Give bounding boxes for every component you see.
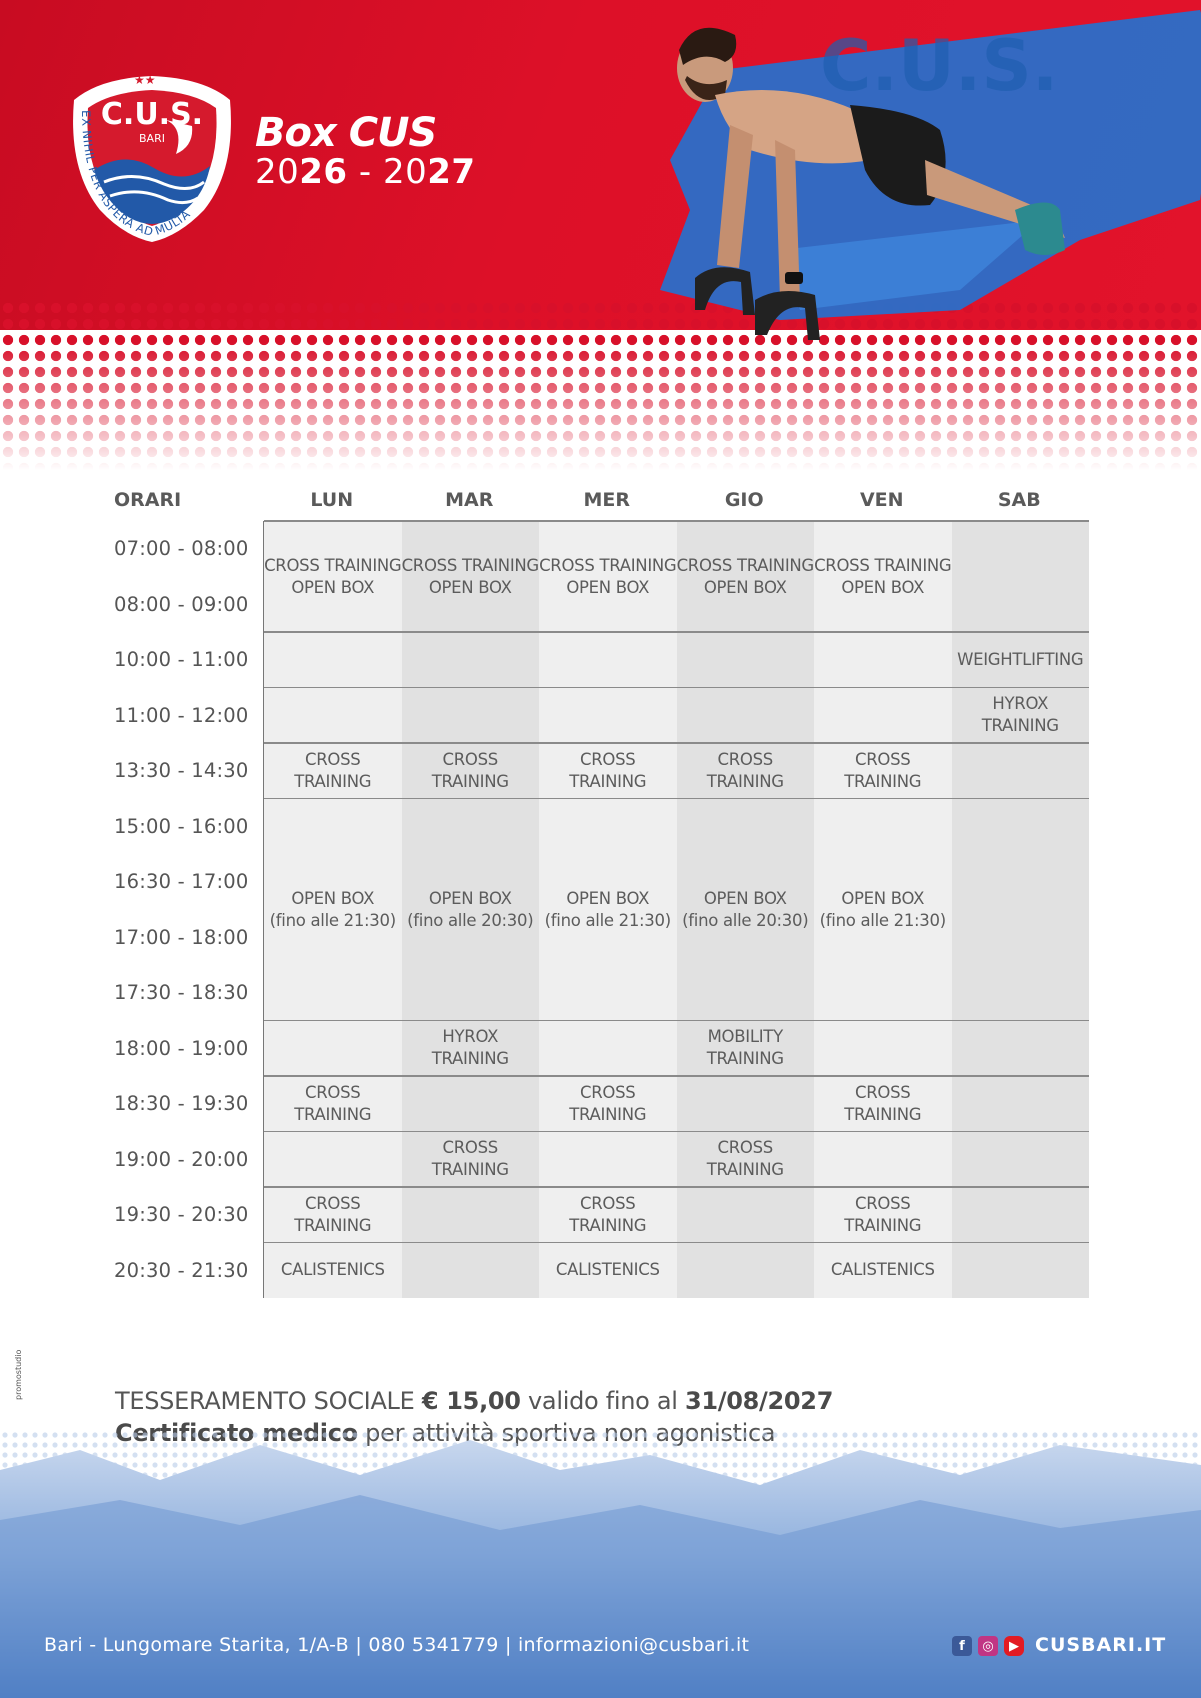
class-cell: CALISTENICS xyxy=(555,1260,660,1280)
youtube-icon[interactable]: ▶ xyxy=(1004,1636,1024,1656)
column-header-lun: LUN xyxy=(310,489,354,511)
class-cell: CROSS TRAINING xyxy=(569,1193,647,1235)
instagram-icon[interactable]: ◎ xyxy=(978,1636,998,1656)
logo-name: C.U.S. xyxy=(100,97,204,132)
logo-motto: EX NIHIL PER ASPERA AD MULTA xyxy=(78,110,194,240)
time-slot-label: 11:00 - 12:00 xyxy=(114,703,249,727)
page-title-block xyxy=(255,112,476,190)
class-cell: OPEN BOX (fino alle 21:30) xyxy=(269,888,396,930)
class-cell: CROSS TRAINING xyxy=(844,1082,922,1124)
column-header-orari: ORARI xyxy=(114,489,182,511)
svg-text:★★: ★★ xyxy=(134,73,156,87)
mountains-graphic xyxy=(0,1430,1201,1698)
time-slot-label: 15:00 - 16:00 xyxy=(114,814,249,838)
class-cell: WEIGHTLIFTING xyxy=(957,649,1084,669)
time-slot-label: 20:30 - 21:30 xyxy=(114,1258,249,1282)
class-cell: CROSS TRAINING OPEN BOX xyxy=(814,555,952,597)
class-cell: CROSS TRAINING xyxy=(431,749,509,791)
athlete-image xyxy=(655,10,1155,370)
class-cell: CROSS TRAINING xyxy=(294,1082,372,1124)
website-link[interactable]: CUSBARI.IT xyxy=(1035,1634,1167,1656)
season-label: 2026 - 2027 xyxy=(255,152,476,192)
hero-banner xyxy=(0,0,1201,470)
svg-text:C.U.S.: C.U.S. xyxy=(820,25,1059,107)
class-cell: CROSS TRAINING OPEN BOX xyxy=(539,555,677,597)
class-cell: CALISTENICS xyxy=(280,1260,385,1280)
class-cell: CROSS TRAINING OPEN BOX xyxy=(264,555,402,597)
class-cell: HYROX TRAINING xyxy=(981,694,1059,736)
schedule-grid xyxy=(263,521,1088,1298)
social-links xyxy=(952,1636,1024,1656)
footer-contact: Bari - Lungomare Starita, 1/A-B | 080 5341779 | informazioni@cusbari.it xyxy=(44,1634,750,1656)
cus-bari-logo xyxy=(64,70,240,246)
time-slot-label: 17:30 - 18:30 xyxy=(114,981,249,1005)
class-cell: CROSS TRAINING xyxy=(844,1193,922,1235)
column-header-ven: VEN xyxy=(859,489,904,511)
designer-credit: promostudio xyxy=(14,1349,23,1400)
time-slot-label: 08:00 - 09:00 xyxy=(114,592,249,616)
class-cell: OPEN BOX (fino alle 20:30) xyxy=(407,888,534,930)
facebook-icon[interactable]: f xyxy=(952,1636,972,1656)
class-cell: CROSS TRAINING xyxy=(569,749,647,791)
class-cell: OPEN BOX (fino alle 21:30) xyxy=(544,888,671,930)
column-header-mer: MER xyxy=(583,489,631,511)
class-cell: CROSS TRAINING OPEN BOX xyxy=(401,555,539,597)
time-slot-label: 17:00 - 18:00 xyxy=(114,925,249,949)
column-header-gio: GIO xyxy=(724,489,764,511)
time-slot-label: 07:00 - 08:00 xyxy=(114,537,249,561)
class-cell: MOBILITY TRAINING xyxy=(706,1027,784,1069)
class-cell: CROSS TRAINING xyxy=(294,1193,372,1235)
class-cell: CROSS TRAINING xyxy=(706,1138,784,1180)
class-cell: CROSS TRAINING OPEN BOX xyxy=(676,555,814,597)
class-cell: CALISTENICS xyxy=(830,1260,935,1280)
time-slot-label: 18:30 - 19:30 xyxy=(114,1092,249,1116)
time-slot-label: 19:00 - 20:00 xyxy=(114,1147,249,1171)
class-cell: OPEN BOX (fino alle 21:30) xyxy=(819,888,946,930)
time-slot-label: 18:00 - 19:00 xyxy=(114,1036,249,1060)
column-header-sab: SAB xyxy=(997,489,1041,511)
class-cell: CROSS TRAINING xyxy=(294,749,372,791)
time-slot-label: 13:30 - 14:30 xyxy=(114,759,249,783)
class-cell: CROSS TRAINING xyxy=(431,1138,509,1180)
class-cell: CROSS TRAINING xyxy=(844,749,922,791)
page-title: Box CUS xyxy=(255,110,437,156)
logo-city: BARI xyxy=(139,132,165,145)
class-cell: CROSS TRAINING xyxy=(706,749,784,791)
class-cell: CROSS TRAINING xyxy=(569,1082,647,1124)
class-cell: OPEN BOX (fino alle 20:30) xyxy=(682,888,809,930)
time-slot-label: 19:30 - 20:30 xyxy=(114,1203,249,1227)
membership-fee-line: TESSERAMENTO SOCIALE € 15,00 valido fino al 31/08/2027 xyxy=(115,1387,834,1415)
time-slot-label: 10:00 - 11:00 xyxy=(114,648,249,672)
column-header-mar: MAR xyxy=(445,489,494,511)
time-slot-label: 16:30 - 17:00 xyxy=(114,870,249,894)
class-cell: HYROX TRAINING xyxy=(431,1027,509,1069)
